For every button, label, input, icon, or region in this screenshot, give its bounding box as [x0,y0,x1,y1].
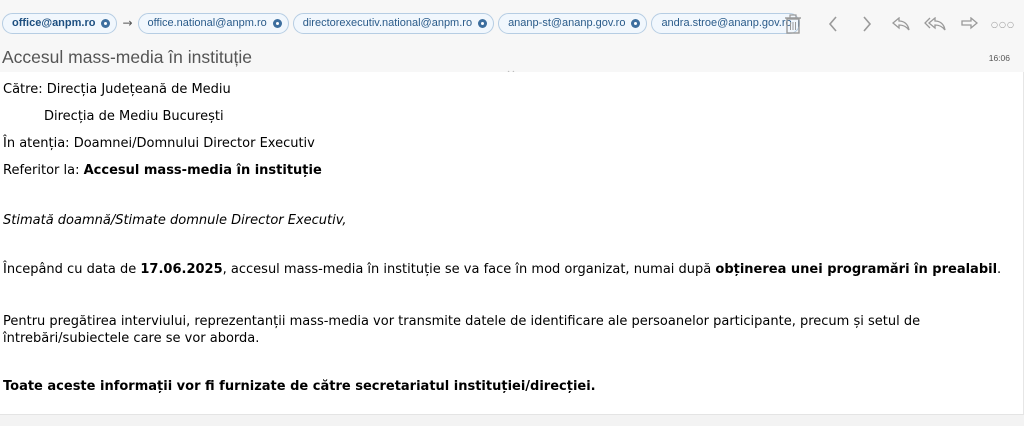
recipient-address: andra.stroe@ananp.gov.ro [661,17,792,29]
reply-all-icon[interactable] [918,10,952,38]
recipients-row [2,12,804,34]
recipient-chip[interactable] [498,13,647,34]
bottom-scroll-area [0,414,1024,426]
recipient-chip[interactable] [293,13,494,34]
paragraph-1-text: . [997,262,1002,277]
message-body [0,72,1024,414]
more-icon[interactable] [986,10,1020,38]
recipient-address: office.national@anpm.ro [147,17,267,29]
catre-value-2: Direcția de Mediu București [44,109,224,124]
arrow-icon: → [122,16,133,30]
recipient-address: ananp-st@ananp.gov.ro [508,17,626,29]
more-label: ○○○ [991,19,1015,29]
effective-date: 17.06.2025 [140,262,223,277]
catre-label: Către: [3,82,43,97]
paragraph-1-emphasis: obținerea unei programări în prealabil [715,262,998,277]
chevron-left-icon[interactable] [816,10,850,38]
catre-line [3,81,231,98]
message-subject: Accesul mass-media în instituție [2,47,252,67]
paragraph-2: Pentru pregătirea interviului, reprezentanții mass-media vor transmite datele de identificare ale persoanelor participante, precum și setul de întrebări/subiectele care se vor aborda. [3,314,921,346]
referitor-line [3,162,322,179]
forward-icon[interactable] [952,10,986,38]
greeting: Stimată doamnă/Stimate domnule Director Executiv, [3,213,347,228]
message-toolbar [776,10,1020,38]
catre-value: Direcția Județeană de Mediu [46,82,231,97]
paragraph-1-text: Începând cu data de [3,262,141,277]
contact-info-icon[interactable] [631,19,640,28]
sender-chip[interactable] [2,13,117,34]
contact-info-icon[interactable] [101,19,110,28]
message-header [0,0,1024,72]
recipient-address: directorexecutiv.national@anpm.ro [302,17,473,29]
contact-info-icon[interactable] [273,19,282,28]
chevron-right-icon[interactable] [850,10,884,38]
referitor-label: Referitor la: [3,163,80,178]
trash-icon[interactable] [776,10,810,38]
attention-line: În atenția: Doamnei/Domnului Director Executiv [3,136,315,151]
paragraph-1-text: , accesul mass-media în instituție se va face în mod organizat, numai după [222,262,716,277]
message-time: 16:06 [988,53,1010,63]
contact-info-icon[interactable] [478,19,487,28]
sender-address: office@anpm.ro [12,17,96,29]
recipient-chip[interactable] [138,13,289,34]
referitor-value: Accesul mass-media în instituție [83,163,322,178]
paragraph-1 [3,261,1001,278]
paragraph-3: Toate aceste informații vor fi furnizate de către secretariatul instituției/direcției. [3,379,596,394]
reply-icon[interactable] [884,10,918,38]
